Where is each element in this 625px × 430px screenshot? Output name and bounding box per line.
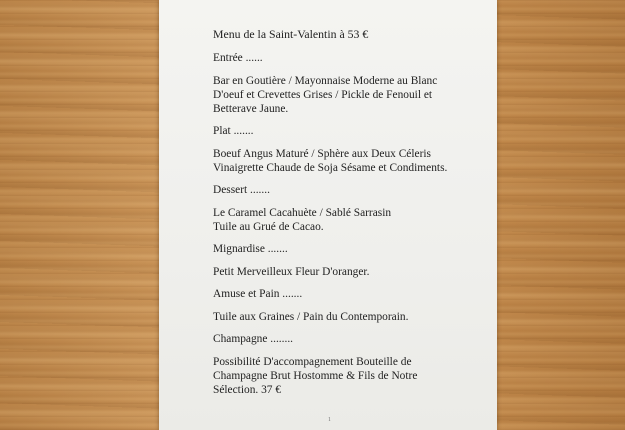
section-body-plat [213, 147, 483, 175]
section-body-dessert [213, 206, 483, 234]
section-body-mignardise [213, 265, 483, 279]
menu-line: Sélection. 37 € [213, 384, 282, 396]
section-heading-mignardise: Mignardise ....... [213, 243, 288, 255]
menu-line: Betterave Jaune. [213, 103, 289, 115]
menu-line: Champagne Brut Hostomme & Fils de Notre [213, 370, 418, 382]
section-body-amuse-pain [213, 310, 483, 324]
menu-line: Possibilité D'accompagnement Bouteille de [213, 356, 412, 368]
section-heading-dessert: Dessert ....... [213, 184, 270, 196]
menu-paper [159, 0, 497, 430]
menu-line: Petit Merveilleux Fleur D'oranger. [213, 266, 370, 278]
menu-line: Vinaigrette Chaude de Soja Sésame et Condiments. [213, 162, 448, 174]
menu-line: D'oeuf et Crevettes Grises / Pickle de Fenouil et [213, 89, 433, 101]
menu-content [213, 27, 483, 405]
section-heading-plat: Plat ....... [213, 125, 254, 137]
menu-line: Tuile au Grué de Cacao. [213, 221, 324, 233]
section-body-champagne [213, 355, 483, 397]
page-number: 1 [328, 417, 331, 423]
menu-line: Bar en Goutière / Mayonnaise Moderne au Blanc [213, 75, 438, 87]
menu-title: Menu de la Saint-Valentin à 53 € [213, 27, 369, 41]
menu-line: Tuile aux Graines / Pain du Contemporain. [213, 311, 409, 323]
menu-line: Boeuf Angus Maturé / Sphère aux Deux Céleris [213, 148, 431, 160]
section-heading-entree: Entrée ...... [213, 52, 263, 64]
section-heading-amuse-pain: Amuse et Pain ....... [213, 288, 303, 300]
section-heading-champagne: Champagne ........ [213, 333, 294, 345]
section-body-entree [213, 74, 483, 116]
menu-line: Le Caramel Cacahuète / Sablé Sarrasin [213, 207, 392, 219]
